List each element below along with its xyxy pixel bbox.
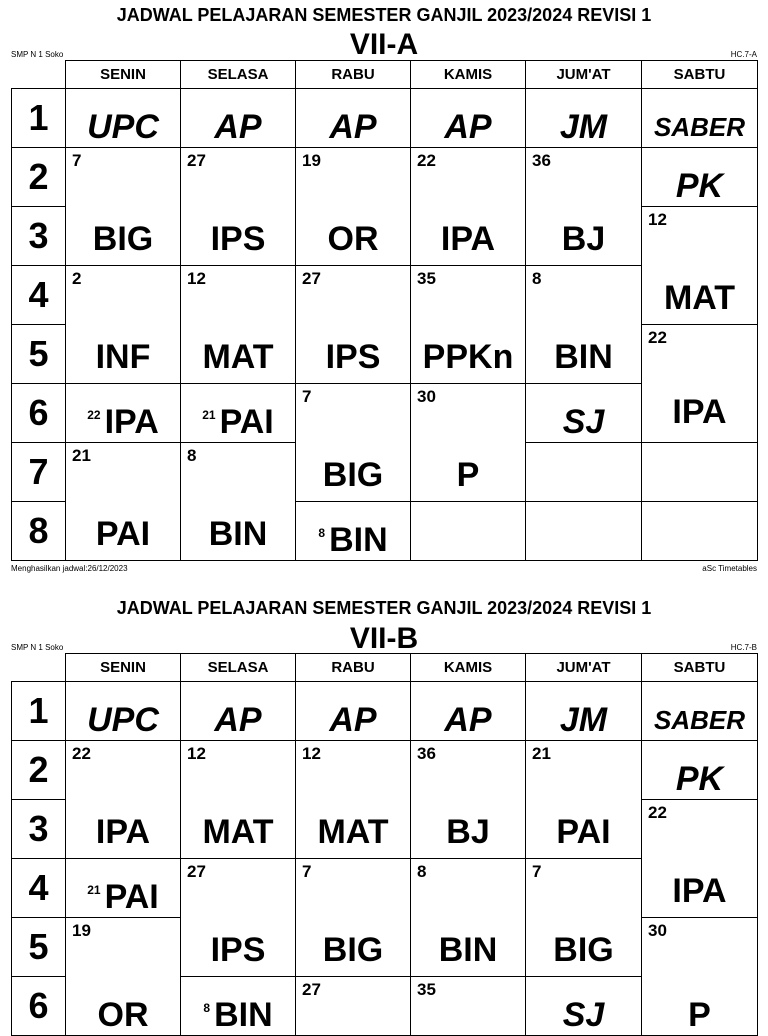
- lesson-subject: AP: [214, 108, 262, 146]
- timetable-grid-a: [11, 60, 758, 561]
- room-number: 7: [302, 862, 312, 881]
- lesson-cell: [181, 148, 296, 266]
- lesson-cell: [411, 384, 526, 502]
- lesson-cell: [296, 741, 411, 859]
- lesson-cell: [181, 266, 296, 384]
- period-number: 1: [12, 682, 66, 741]
- room-number: 21: [87, 883, 101, 897]
- lesson-cell: [411, 682, 526, 741]
- lesson-subject: BIN: [214, 996, 273, 1034]
- lesson-subject: IPA: [440, 220, 496, 258]
- lesson-subject: UPC: [87, 108, 159, 146]
- room-number: 27: [302, 980, 321, 999]
- lesson-subject: AP: [329, 701, 377, 739]
- room-number: 27: [187, 862, 206, 881]
- empty-cell: [526, 502, 642, 561]
- lesson-subject: JM: [559, 108, 608, 146]
- header-corner: [12, 654, 66, 682]
- lesson-subject: BJ: [561, 220, 606, 258]
- lesson-cell: [66, 148, 181, 266]
- period-number: 3: [12, 800, 66, 859]
- lesson-subject: MAT: [202, 338, 274, 376]
- day-header-rabu: RABU: [296, 654, 411, 682]
- room-number: 21: [72, 446, 91, 465]
- lesson-cell: [296, 682, 411, 741]
- room-number: 30: [648, 921, 667, 940]
- period-number: 5: [12, 918, 66, 977]
- day-header-jumat: JUM'AT: [526, 654, 642, 682]
- period-number: 7: [12, 443, 66, 502]
- class-name-b: VII-B: [349, 622, 419, 655]
- room-number: 22: [648, 803, 667, 822]
- day-header-rabu: RABU: [296, 61, 411, 89]
- lesson-subject: PPKn: [422, 338, 514, 376]
- room-number: 27: [302, 269, 321, 288]
- lesson-subject: MAT: [663, 279, 736, 317]
- lesson-subject: IPA: [672, 393, 727, 431]
- lesson-subject: OR: [327, 220, 379, 258]
- empty-cell: [411, 502, 526, 561]
- lesson-subject: BIG: [553, 931, 614, 969]
- lesson-cell: [526, 859, 642, 977]
- room-number: 8: [532, 269, 542, 288]
- lesson-cell: [66, 682, 181, 741]
- lesson-subject: BJ: [446, 813, 490, 851]
- lesson-cell: [642, 800, 758, 918]
- lesson-cell: [642, 918, 758, 1036]
- lesson-cell: [411, 977, 526, 1036]
- room-number: 22: [648, 328, 667, 347]
- room-number: 22: [87, 408, 101, 422]
- room-number: 2: [72, 269, 82, 288]
- lesson-subject: MAT: [317, 813, 389, 851]
- lesson-subject: AP: [444, 108, 492, 146]
- lesson-subject: IPS: [325, 338, 381, 376]
- room-number: 12: [302, 744, 321, 763]
- room-number: 35: [417, 980, 436, 999]
- period-number: 2: [12, 148, 66, 207]
- lesson-cell: [181, 89, 296, 148]
- day-header-senin: SENIN: [66, 654, 181, 682]
- lesson-cell: [642, 741, 758, 800]
- lesson-cell: [296, 384, 411, 502]
- lesson-subject: BIN: [329, 521, 388, 559]
- lesson-subject: BIN: [208, 515, 268, 553]
- class-name-a: VII-A: [349, 28, 419, 61]
- lesson-subject: INF: [95, 338, 151, 376]
- period-number: 8: [12, 502, 66, 561]
- lesson-cell: [181, 977, 296, 1036]
- lesson-cell: [526, 682, 642, 741]
- lesson-cell: [66, 859, 181, 918]
- room-number: 12: [187, 744, 206, 763]
- lesson-subject: SJ: [562, 403, 605, 441]
- lesson-cell: [66, 918, 181, 1036]
- room-number: 8: [203, 1001, 211, 1015]
- lesson-cell: [526, 977, 642, 1036]
- lesson-subject: UPC: [87, 701, 159, 739]
- class-code-b: HC.7-B: [730, 643, 757, 652]
- lesson-subject: BIN: [554, 338, 613, 376]
- lesson-cell: [642, 682, 758, 741]
- day-header-sabtu: SABTU: [642, 61, 758, 89]
- lesson-subject: MAT: [202, 813, 274, 851]
- lesson-subject: P: [456, 456, 480, 494]
- lesson-subject: PAI: [95, 515, 151, 553]
- lesson-cell: [66, 89, 181, 148]
- room-number: 21: [532, 744, 551, 763]
- lesson-subject: PAI: [556, 813, 611, 851]
- empty-cell: [642, 443, 758, 502]
- lesson-cell: [411, 266, 526, 384]
- lesson-cell: [181, 859, 296, 977]
- day-header-kamis: KAMIS: [411, 654, 526, 682]
- lesson-subject: IPA: [672, 872, 727, 910]
- lesson-cell: [526, 148, 642, 266]
- lesson-cell: [411, 859, 526, 977]
- room-number: 12: [648, 210, 667, 229]
- room-number: 22: [417, 151, 436, 170]
- lesson-cell: [296, 502, 411, 561]
- lesson-subject: JM: [559, 701, 608, 739]
- room-number: 8: [417, 862, 427, 881]
- period-number: 5: [12, 325, 66, 384]
- room-number: 7: [302, 387, 312, 406]
- lesson-cell: [642, 207, 758, 325]
- room-number: 8: [187, 446, 197, 465]
- timetable-title-b: JADWAL PELAJARAN SEMESTER GANJIL 2023/2024 REVISI 1: [116, 598, 652, 618]
- lesson-cell: [296, 977, 411, 1036]
- lesson-cell: [66, 266, 181, 384]
- lesson-subject: BIN: [438, 931, 498, 969]
- lesson-cell: [642, 325, 758, 443]
- lesson-subject: IPA: [104, 403, 159, 441]
- lesson-cell: [296, 148, 411, 266]
- software-credit: aSc Timetables: [702, 564, 757, 573]
- room-number: 36: [532, 151, 551, 170]
- day-header-selasa: SELASA: [181, 654, 296, 682]
- period-number: 6: [12, 977, 66, 1036]
- room-number: 19: [302, 151, 321, 170]
- room-number: 27: [187, 151, 206, 170]
- period-number: 4: [12, 266, 66, 325]
- lesson-cell: [526, 741, 642, 859]
- room-number: 8: [318, 526, 326, 540]
- lesson-cell: [181, 443, 296, 561]
- lesson-cell: [642, 148, 758, 207]
- lesson-subject: IPA: [95, 813, 151, 851]
- day-header-sabtu: SABTU: [642, 654, 758, 682]
- empty-cell: [526, 443, 642, 502]
- lesson-subject: PK: [675, 760, 724, 798]
- day-header-jumat: JUM'AT: [526, 61, 642, 89]
- lesson-subject: AP: [444, 701, 492, 739]
- lesson-cell: [181, 682, 296, 741]
- school-name-b: SMP N 1 Soko: [11, 643, 64, 652]
- header-corner: [12, 61, 66, 89]
- period-number: 6: [12, 384, 66, 443]
- lesson-cell: [411, 89, 526, 148]
- period-number: 3: [12, 207, 66, 266]
- lesson-subject: IPS: [210, 220, 266, 258]
- room-number: 21: [202, 408, 216, 422]
- lesson-cell: [526, 266, 642, 384]
- room-number: 36: [417, 744, 436, 763]
- lesson-subject: SJ: [562, 996, 605, 1034]
- lesson-subject: BIG: [322, 931, 384, 969]
- school-name-a: SMP N 1 Soko: [11, 50, 64, 59]
- period-number: 2: [12, 741, 66, 800]
- lesson-subject: IPS: [210, 931, 266, 969]
- lesson-cell: [66, 443, 181, 561]
- lesson-cell: [411, 741, 526, 859]
- lesson-cell: [642, 89, 758, 148]
- lesson-cell: [296, 266, 411, 384]
- room-number: 12: [187, 269, 206, 288]
- day-header-kamis: KAMIS: [411, 61, 526, 89]
- generated-date: Menghasilkan jadwal:26/12/2023: [11, 564, 128, 573]
- timetable-title-a: JADWAL PELAJARAN SEMESTER GANJIL 2023/2024 REVISI 1: [116, 5, 652, 25]
- room-number: 35: [417, 269, 436, 288]
- lesson-subject: BIG: [92, 220, 154, 258]
- lesson-subject: BIG: [322, 456, 384, 494]
- lesson-cell: [66, 741, 181, 859]
- empty-cell: [642, 502, 758, 561]
- lesson-subject: SABER: [653, 705, 745, 735]
- lesson-cell: [296, 859, 411, 977]
- day-header-senin: SENIN: [66, 61, 181, 89]
- room-number: 7: [72, 151, 82, 170]
- lesson-cell: [526, 89, 642, 148]
- lesson-cell: [66, 384, 181, 443]
- period-number: 4: [12, 859, 66, 918]
- lesson-cell: [181, 384, 296, 443]
- lesson-cell: [411, 148, 526, 266]
- lesson-subject: OR: [97, 996, 149, 1034]
- lesson-subject: AP: [214, 701, 262, 739]
- lesson-subject: AP: [329, 108, 377, 146]
- lesson-subject: P: [688, 996, 711, 1034]
- day-header-selasa: SELASA: [181, 61, 296, 89]
- period-number: 1: [12, 89, 66, 148]
- timetable-grid-b: [11, 653, 758, 1036]
- class-code-a: HC.7-A: [730, 50, 757, 59]
- room-number: 7: [532, 862, 542, 881]
- lesson-subject: PK: [675, 167, 724, 205]
- lesson-subject: PAI: [104, 878, 159, 916]
- room-number: 22: [72, 744, 91, 763]
- lesson-subject: PAI: [219, 403, 274, 441]
- lesson-cell: [181, 741, 296, 859]
- room-number: 30: [417, 387, 436, 406]
- lesson-cell: [296, 89, 411, 148]
- lesson-cell: [526, 384, 642, 443]
- room-number: 19: [72, 921, 91, 940]
- lesson-subject: SABER: [653, 112, 745, 142]
